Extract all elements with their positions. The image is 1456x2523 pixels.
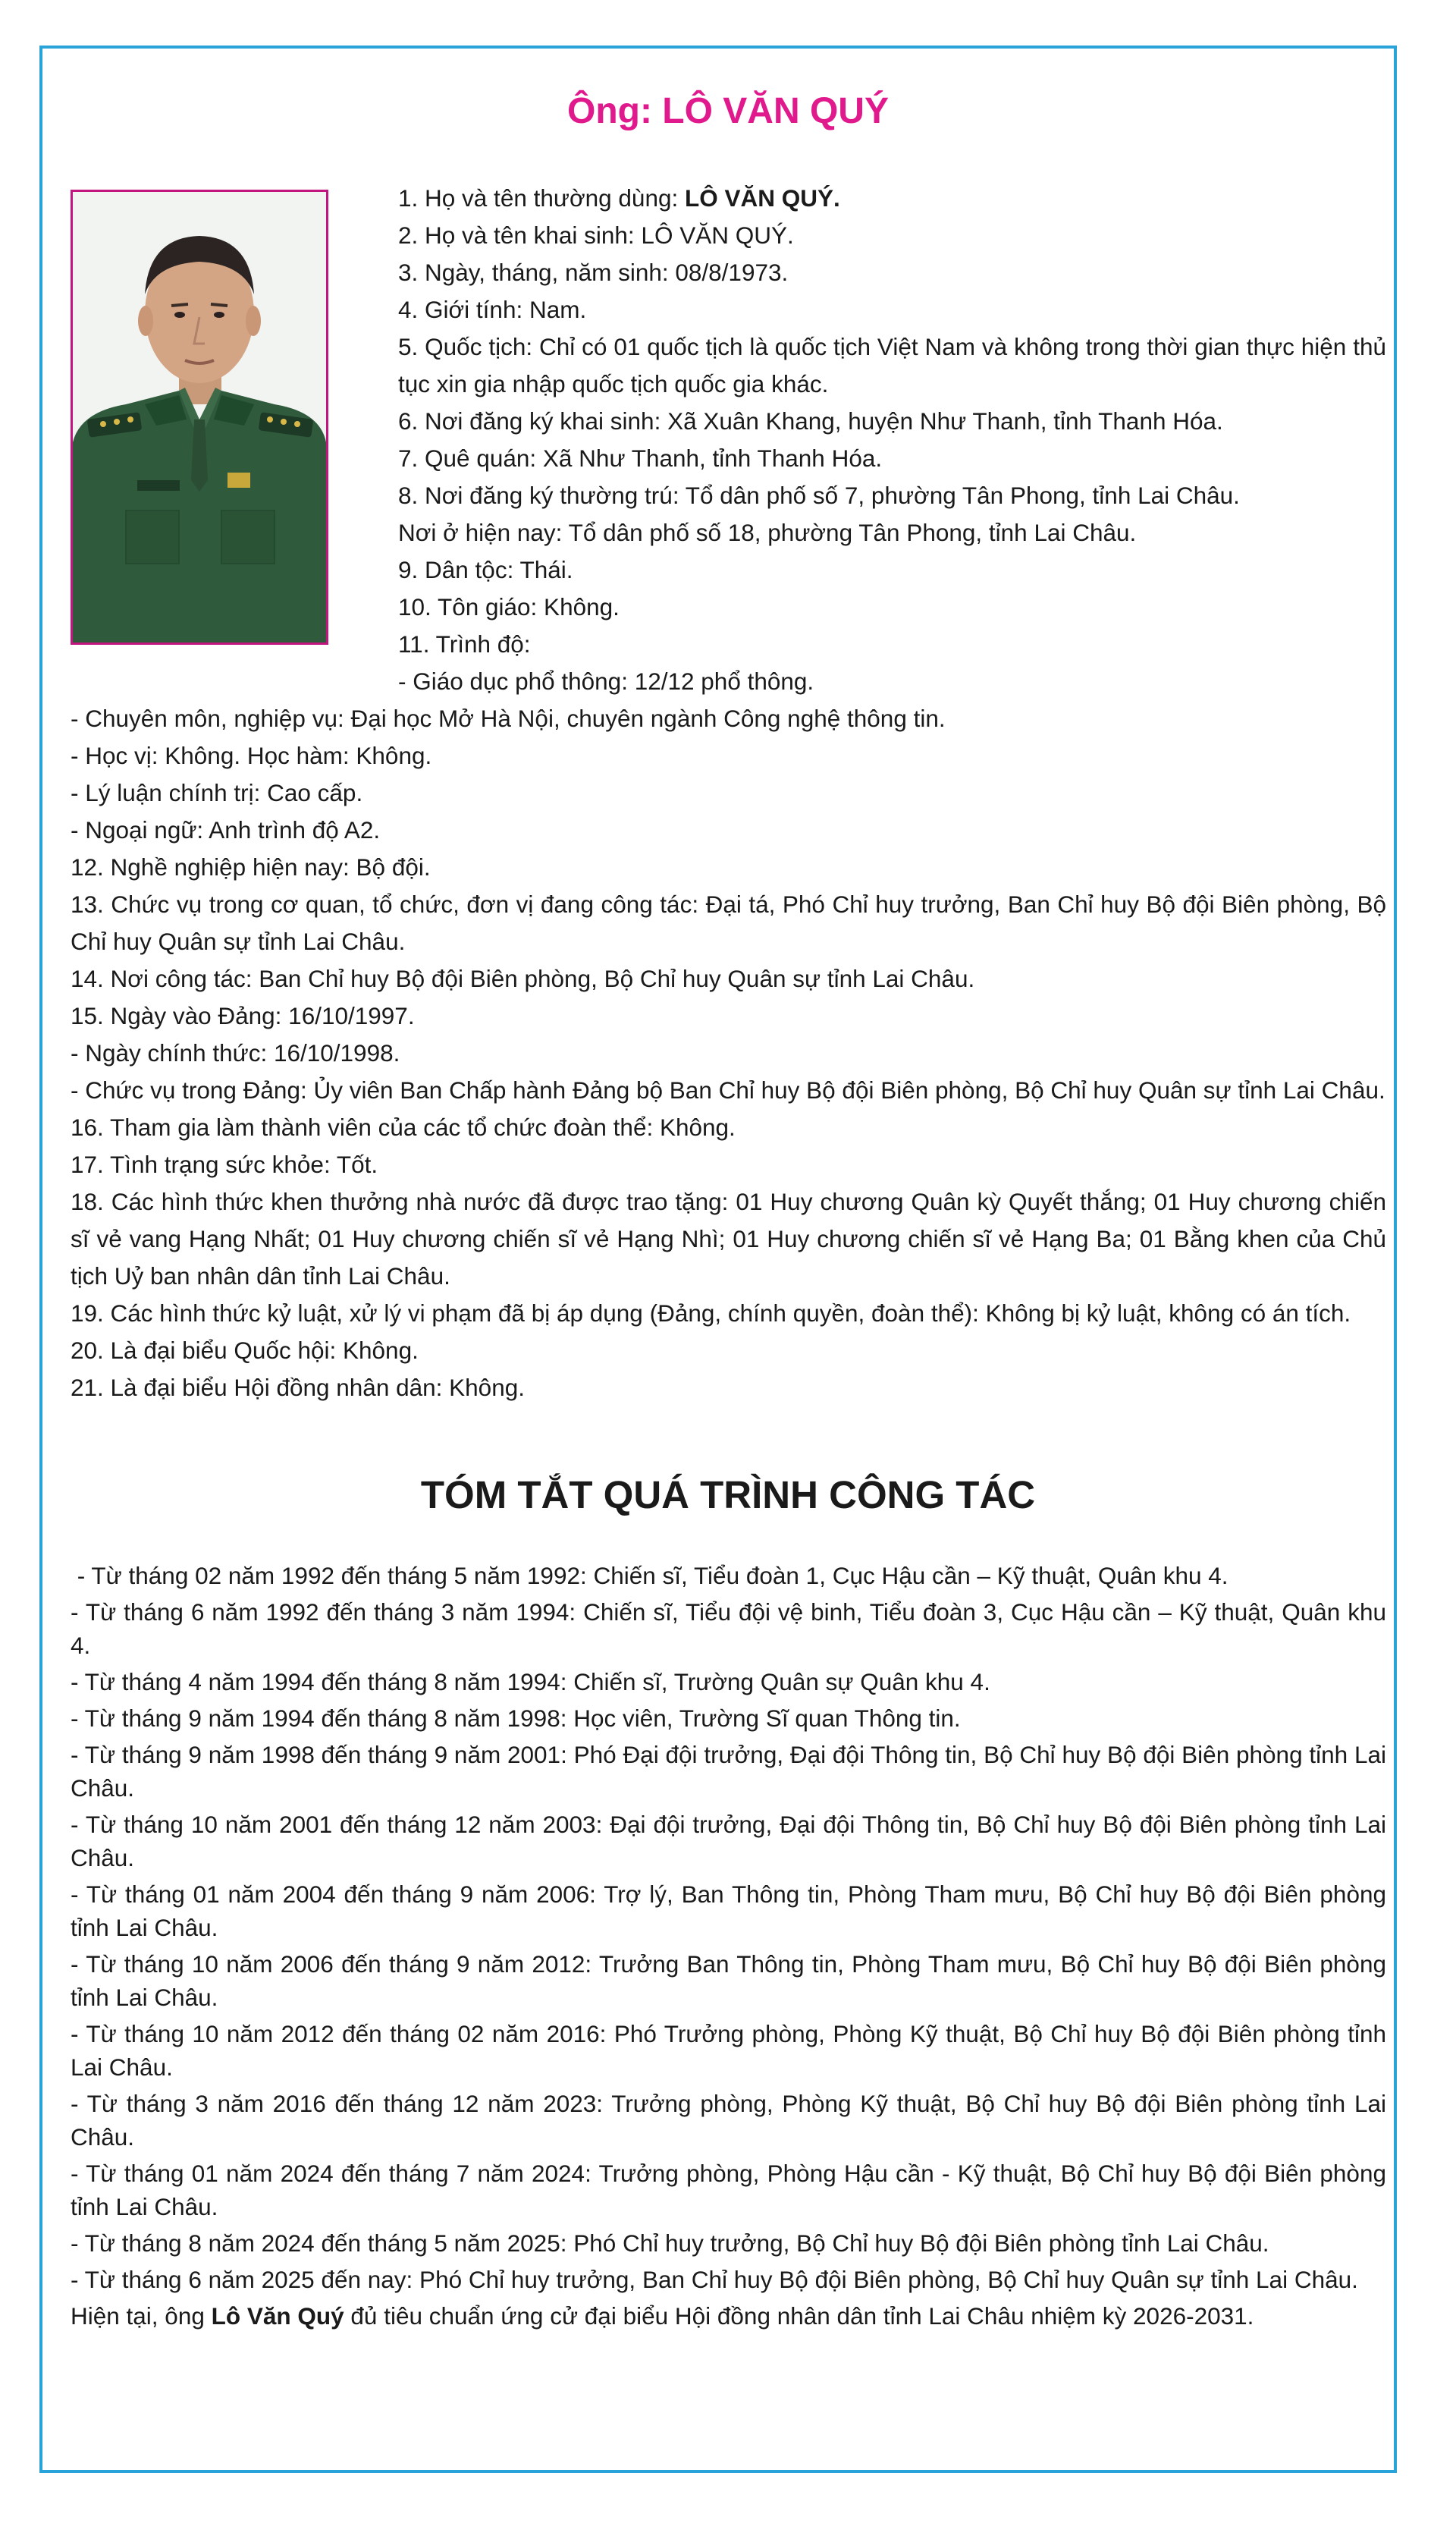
career-item: - Từ tháng 8 năm 2024 đến tháng 5 năm 2025: Phó Chỉ huy trưởng, Bộ Chỉ huy Bộ đội Biên phòng tỉnh Lai Châu. — [71, 2229, 1269, 2257]
closing-name-bold: Lô Văn Quý — [211, 2302, 344, 2330]
career-item: - Từ tháng 6 năm 2025 đến nay: Phó Chỉ huy trưởng, Ban Chỉ huy Bộ đội Biên phòng, Bộ Chỉ huy Quân sự tỉnh Lai Châu. — [71, 2266, 1358, 2293]
career-item: - Từ tháng 10 năm 2001 đến tháng 12 năm 2003: Đại đội trưởng, Đại đội Thông tin, Bộ Chỉ huy Bộ đội Biên phòng tỉnh Lai Châu. — [71, 1811, 1386, 1871]
career-item: - Từ tháng 3 năm 2016 đến tháng 12 năm 2023: Trưởng phòng, Phòng Kỹ thuật, Bộ Chỉ huy Bộ đội Biên phòng tỉnh Lai Châu. — [71, 2090, 1386, 2151]
career-item: - Từ tháng 01 năm 2024 đến tháng 7 năm 2024: Trưởng phòng, Phòng Hậu cần - Kỹ thuật, Bộ Chỉ huy Bộ đội Biên phòng tỉnh Lai Châu. — [71, 2160, 1386, 2220]
profile-info — [71, 180, 1386, 1406]
profile-item-general-education: - Giáo dục phổ thông: 12/12 phổ thông. — [398, 668, 814, 695]
career-section-title: TÓM TẮT QUÁ TRÌNH CÔNG TÁC — [420, 1473, 1036, 1516]
career-item: - Từ tháng 10 năm 2006 đến tháng 9 năm 2012: Trưởng Ban Thông tin, Phòng Tham mưu, Bộ Chỉ huy Bộ đội Biên phòng tỉnh Lai Châu. — [71, 1950, 1386, 2011]
profile-item-ethnicity: 9. Dân tộc: Thái. — [398, 556, 573, 583]
career-item: - Từ tháng 4 năm 1994 đến tháng 8 năm 1994: Chiến sĩ, Trường Quân sự Quân khu 4. — [71, 1668, 990, 1695]
profile-item-hometown: 7. Quê quán: Xã Như Thanh, tỉnh Thanh Hóa. — [398, 445, 883, 472]
profile-item-discipline: 19. Các hình thức kỷ luật, xử lý vi phạm đã bị áp dụng (Đảng, chính quyền, đoàn thể): Không bị kỷ luật, không có án tích. — [71, 1299, 1351, 1327]
profile-item-education-heading: 11. Trình độ: — [398, 630, 531, 658]
profile-item-religion: 10. Tôn giáo: Không. — [398, 593, 620, 621]
profile-item-permanent-address: 8. Nơi đăng ký thường trú: Tổ dân phố số 7, phường Tân Phong, tỉnh Lai Châu. — [398, 482, 1240, 509]
career-item: - Từ tháng 6 năm 1992 đến tháng 3 năm 1994: Chiến sĩ, Tiểu đội vệ binh, Tiểu đoàn 3, Cục Hậu cần – Kỹ thuật, Quân khu 4. — [71, 1598, 1386, 1659]
profile-item-political-theory: - Lý luận chính trị: Cao cấp. — [71, 779, 363, 806]
career-item: - Từ tháng 9 năm 1994 đến tháng 8 năm 1998: Học viên, Trường Sĩ quan Thông tin. — [71, 1705, 961, 1732]
profile-item-party-official-date: - Ngày chính thức: 16/10/1998. — [71, 1039, 400, 1067]
career-item: - Từ tháng 02 năm 1992 đến tháng 5 năm 1992: Chiến sĩ, Tiểu đoàn 1, Cục Hậu cần – Kỹ thuật, Quân khu 4. — [71, 1562, 1228, 1589]
profile-name-bold: LÔ VĂN QUÝ. — [685, 184, 840, 212]
career-item: - Từ tháng 10 năm 2012 đến tháng 02 năm 2016: Phó Trưởng phòng, Phòng Kỹ thuật, Bộ Chỉ huy Bộ đội Biên phòng tỉnh Lai Châu. — [71, 2020, 1386, 2081]
profile-item-peoples-council: 21. Là đại biểu Hội đồng nhân dân: Không. — [71, 1374, 525, 1401]
page-title: Ông: LÔ VĂN QUÝ — [567, 91, 889, 131]
profile-item-party-position: - Chức vụ trong Đảng: Ủy viên Ban Chấp hành Đảng bộ Ban Chỉ huy Bộ đội Biên phòng, Bộ Chỉ huy Quân sự tỉnh Lai Châu. — [71, 1076, 1385, 1104]
profile-item-birth-registration: 6. Nơi đăng ký khai sinh: Xã Xuân Khang, huyện Như Thanh, tỉnh Thanh Hóa. — [398, 407, 1223, 435]
profile-item-current-address: Nơi ở hiện nay: Tổ dân phố số 18, phường Tân Phong, tỉnh Lai Châu. — [398, 519, 1137, 546]
profile-item-nationality: 5. Quốc tịch: Chỉ có 01 quốc tịch là quốc tịch Việt Nam và không trong thời gian thực hiện thủ tục xin gia nhập quốc tịch quốc gia khác. — [398, 333, 1386, 397]
career-item: - Từ tháng 01 năm 2004 đến tháng 9 năm 2006: Trợ lý, Ban Thông tin, Phòng Tham mưu, Bộ Chỉ huy Bộ đội Biên phòng tỉnh Lai Châu. — [71, 1880, 1386, 1941]
profile-item-specialty: - Chuyên môn, nghiệp vụ: Đại học Mở Hà Nội, chuyên ngành Công nghệ thông tin. — [71, 705, 946, 732]
profile-item-common-name: 1. Họ và tên thường dùng: LÔ VĂN QUÝ. — [398, 184, 840, 212]
career-closing-statement: Hiện tại, ông Lô Văn Quý đủ tiêu chuẩn ứng cử đại biểu Hội đồng nhân dân tỉnh Lai Châu nhiệm kỳ 2026-2031. — [71, 2302, 1254, 2330]
profile-item-occupation: 12. Nghề nghiệp hiện nay: Bộ đội. — [71, 853, 431, 881]
profile-item-national-assembly: 20. Là đại biểu Quốc hội: Không. — [71, 1337, 419, 1364]
profile-item-birth-name: 2. Họ và tên khai sinh: LÔ VĂN QUÝ. — [398, 222, 794, 249]
profile-item-birth-date: 3. Ngày, tháng, năm sinh: 08/8/1973. — [398, 259, 789, 286]
profile-item-foreign-language: - Ngoại ngữ: Anh trình độ A2. — [71, 816, 381, 844]
career-summary — [71, 1559, 1386, 2333]
profile-item-gender: 4. Giới tính: Nam. — [398, 296, 587, 323]
profile-item-organizations: 16. Tham gia làm thành viên của các tổ chức đoàn thể: Không. — [71, 1114, 736, 1141]
profile-item-awards: 18. Các hình thức khen thưởng nhà nước đã được trao tặng: 01 Huy chương Quân kỳ Quyết thắng; 01 Huy chương chiến sĩ vẻ vang Hạng Nhất; 01 Huy chương chiến sĩ vẻ Hạng Nhì; 01 Huy chương chiến sĩ vẻ Hạng Ba; 01 Bằng khen của Chủ tịch Uỷ ban nhân dân tỉnh Lai Châu. — [71, 1188, 1386, 1290]
profile-item-position: 13. Chức vụ trong cơ quan, tổ chức, đơn vị đang công tác: Đại tá, Phó Chỉ huy trưởng, Ban Chỉ huy Bộ đội Biên phòng, Bộ Chỉ huy Quân sự tỉnh Lai Châu. — [71, 891, 1386, 955]
profile-item-degree: - Học vị: Không. Học hàm: Không. — [71, 742, 432, 769]
career-item: - Từ tháng 9 năm 1998 đến tháng 9 năm 2001: Phó Đại đội trưởng, Đại đội Thông tin, Bộ Chỉ huy Bộ đội Biên phòng tỉnh Lai Châu. — [71, 1741, 1386, 1802]
profile-item-party-join-date: 15. Ngày vào Đảng: 16/10/1997. — [71, 1002, 415, 1029]
profile-item-health: 17. Tình trạng sức khỏe: Tốt. — [71, 1151, 378, 1178]
profile-item-workplace: 14. Nơi công tác: Ban Chỉ huy Bộ đội Biên phòng, Bộ Chỉ huy Quân sự tỉnh Lai Châu. — [71, 965, 975, 992]
